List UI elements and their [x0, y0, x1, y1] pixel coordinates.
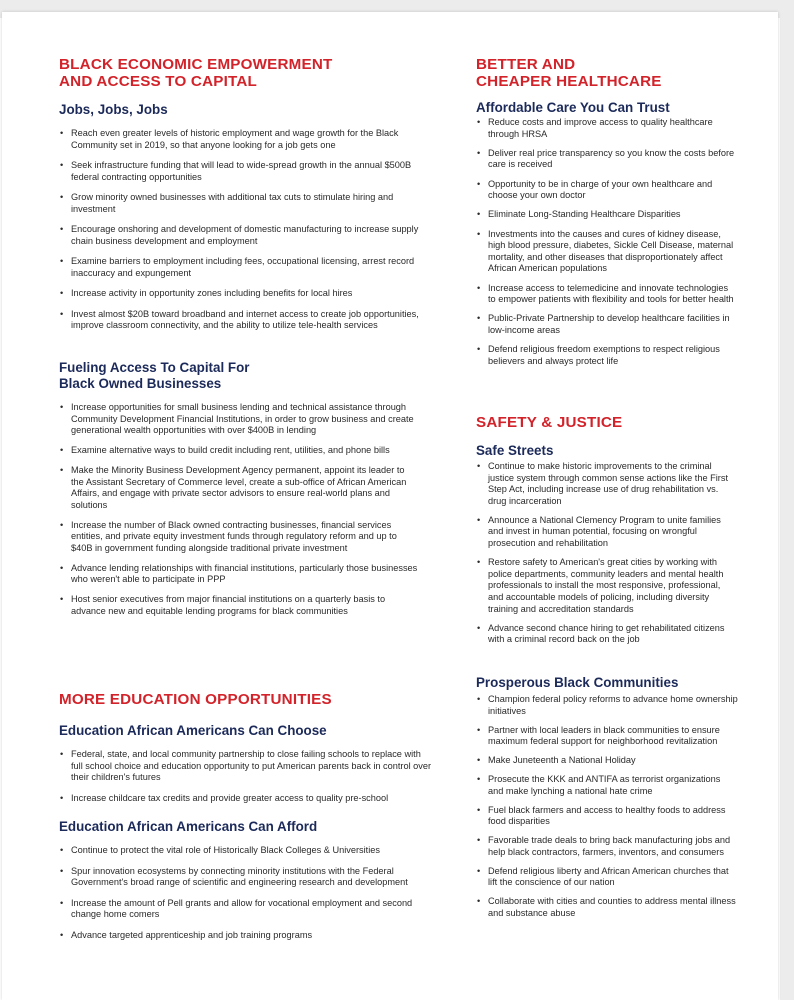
list-item: • Eliminate Long-Standing Healthcare Disparities: [476, 209, 738, 221]
list-item: • Invest almost $20B toward broadband and internet access to create job opportunities, improve classroom connectivity, and the ability to utilize tele-health services: [59, 309, 419, 332]
subsection-title: Prosperous Black Communities: [476, 675, 679, 690]
list-item: • Defend religious liberty and African American churches that lift the conscience of our nation: [476, 866, 738, 889]
subsection-title: Education African Americans Can Choose: [59, 723, 327, 738]
list-item: • Opportunity to be in charge of your own healthcare and choose your own doctor: [476, 179, 738, 202]
subsection-title: Education African Americans Can Afford: [59, 819, 318, 834]
list-item: • Champion federal policy reforms to advance home ownership initiatives: [476, 694, 738, 717]
communities-list: [476, 694, 738, 920]
subsection-title: Safe Streets: [476, 443, 554, 458]
list-item: • Increase the number of Black owned contracting businesses, financial services entities, and private equity investment funds through regulatory reform and up to $40B in government funding alongside traditional private investment: [59, 520, 419, 555]
list-item: • Increase opportunities for small business lending and technical assistance through Community Development Financial Institutions, in order to grow business and create generational wealth opportunities with over $400B in lending: [59, 402, 419, 437]
section-heading: CHEAPER HEALTHCARE: [476, 73, 662, 90]
streets-subsection: [476, 443, 553, 459]
list-item: • Make Juneteenth a National Holiday: [476, 755, 738, 767]
scrollbar-track[interactable]: [780, 0, 794, 1000]
list-item: • Spur innovation ecosystems by connecting minority institutions with the Federal Government's broad range of scientific and engineering research and development: [59, 866, 427, 889]
care-list: [476, 117, 738, 367]
list-item: • Advance targeted apprenticeship and job training programs: [59, 930, 427, 942]
afford-subsection: [59, 819, 317, 835]
list-item: • Announce a National Clemency Program to unite families and invest in human potential, focusing on wrongful prosecution and rehabilitation: [476, 515, 738, 550]
list-item: • Deliver real price transparency so you know the costs before care is received: [476, 148, 738, 171]
section-heading: MORE EDUCATION OPPORTUNITIES: [59, 691, 332, 708]
list-item: • Increase activity in opportunity zones including benefits for local hires: [59, 288, 419, 300]
list-item: • Collaborate with cities and counties to address mental illness and substance abuse: [476, 896, 738, 919]
safety-section: [476, 414, 622, 431]
streets-list: [476, 461, 738, 646]
choose-subsection: [59, 723, 327, 739]
list-item: • Reduce costs and improve access to quality healthcare through HRSA: [476, 117, 738, 140]
list-item: • Advance second chance hiring to get rehabilitated citizens with a criminal record back on the job: [476, 623, 738, 646]
list-item: • Federal, state, and local community partnership to close failing schools to replace with full school choice and education opportunity to put American parents back in control over their children's futures: [59, 749, 434, 784]
choose-list: [59, 749, 434, 804]
list-item: • Prosecute the KKK and ANTIFA as terrorist organizations and make lynching a national hate crime: [476, 774, 738, 797]
list-item: • Host senior executives from major financial institutions on a quarterly basis to advance new and equitable lending programs for black communities: [59, 594, 419, 617]
communities-subsection: [476, 675, 678, 691]
list-item: • Reach even greater levels of historic employment and wage growth for the Black Community set in 2019, so that anyone looking for a job gets one: [59, 128, 419, 151]
list-item: • Partner with local leaders in black communities to ensure maximum federal support for neighborhood revitalization: [476, 725, 738, 748]
subsection-title: Jobs, Jobs, Jobs: [59, 102, 168, 117]
list-item: • Examine alternative ways to build credit including rent, utilities, and phone bills: [59, 445, 419, 457]
economic-section: [59, 56, 333, 90]
healthcare-section: [476, 56, 662, 90]
list-item: • Make the Minority Business Development Agency permanent, appoint its leader to the Assistant Secretary of Commerce level, create a sub-office of African American Affairs, and engage with private sector advisors to ensure real-world plans and solutions: [59, 465, 419, 511]
capital-list: [59, 402, 419, 617]
list-item: • Continue to make historic improvements to the criminal justice system through common sense actions like the First Step Act, including increase use of drug rehabilitation vs. drug incarceration: [476, 461, 738, 507]
list-item: • Investments into the causes and cures of kidney disease, high blood pressure, diabetes, Sickle Cell Disease, maternal mortality, and other diseases that disproportionately affect African American populations: [476, 229, 738, 275]
jobs-subsection: [59, 102, 168, 118]
list-item: • Grow minority owned businesses with additional tax cuts to stimulate hiring and investment: [59, 192, 419, 215]
subsection-title: Black Owned Businesses: [59, 376, 222, 391]
list-item: • Seek infrastructure funding that will lead to wide-spread growth in the annual $500B federal contracting opportunities: [59, 160, 419, 183]
care-subsection: [476, 100, 670, 116]
list-item: • Examine barriers to employment including fees, occupational licensing, arrest record inaccuracy and expungement: [59, 256, 419, 279]
section-heading: BETTER AND: [476, 56, 576, 73]
section-heading: SAFETY & JUSTICE: [476, 414, 623, 431]
list-item: • Advance lending relationships with financial institutions, particularly those businesses who weren't able to participate in PPP: [59, 563, 419, 586]
section-heading: AND ACCESS TO CAPITAL: [59, 73, 257, 90]
list-item: • Fuel black farmers and access to healthy foods to address food disparities: [476, 805, 738, 828]
education-section: [59, 691, 332, 708]
list-item: • Increase the amount of Pell grants and allow for vocational employment and second change home comers: [59, 898, 427, 921]
capital-subsection: [59, 360, 249, 392]
list-item: • Increase access to telemedicine and innovate technologies to empower patients with flexibility and tools for better health: [476, 283, 738, 306]
subsection-title: Fueling Access To Capital For: [59, 360, 250, 375]
afford-list: [59, 845, 427, 942]
list-item: • Favorable trade deals to bring back manufacturing jobs and help black contractors, farmers, inventors, and consumers: [476, 835, 738, 858]
list-item: • Public-Private Partnership to develop healthcare facilities in low-income areas: [476, 313, 738, 336]
list-item: • Restore safety to American's great cities by working with police departments, community leaders and mental health professionals to install the most responsive, professional, and accountable models of policing, including diversity training and accreditation standards: [476, 557, 738, 615]
list-item: • Encourage onshoring and development of domestic manufacturing to increase supply chain business development and employment: [59, 224, 419, 247]
list-item: • Increase childcare tax credits and provide greater access to quality pre-school: [59, 793, 434, 805]
subsection-title: Affordable Care You Can Trust: [476, 100, 670, 115]
list-item: • Defend religious freedom exemptions to respect religious believers and always protect life: [476, 344, 738, 367]
list-item: • Continue to protect the vital role of Historically Black Colleges & Universities: [59, 845, 427, 857]
section-heading: BLACK ECONOMIC EMPOWERMENT: [59, 56, 333, 73]
jobs-list: [59, 128, 419, 332]
